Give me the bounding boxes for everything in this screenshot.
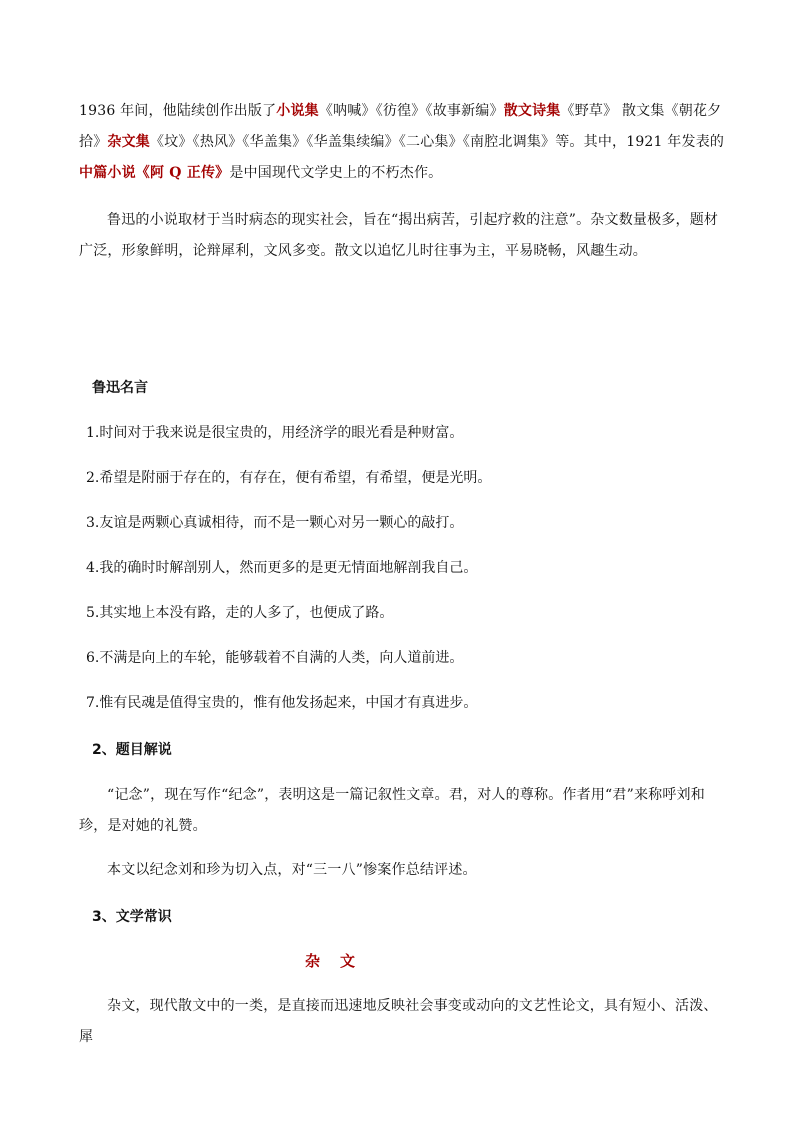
essay-title: 杂文	[305, 952, 376, 970]
essay-definition-paragraph: 杂文，现代散文中的一类，是直接而迅速地反映社会事变或动向的文艺性论文，具有短小、活泼、犀	[79, 998, 718, 1045]
intro-paragraph	[79, 96, 729, 189]
quote-item: 7.惟有民魂是值得宝贵的，惟有他发扬起来，中国才有真进步。	[86, 695, 478, 711]
term-essay-collection: 杂文集	[107, 134, 151, 150]
quote-item: 4.我的确时时解剖别人，然而更多的是更无情面地解剖我自己。	[86, 560, 478, 576]
section3-heading: 3、文学常识	[92, 909, 172, 925]
intro-text-1: 1936 年间，他陆续创作出版了	[79, 103, 277, 119]
quote-item: 5.其实地上本没有路，走的人多了，也便成了路。	[86, 605, 394, 621]
works-paragraph: 鲁迅的小说取材于当时病态的现实社会，旨在“揭出病苦，引起疗救的注意”。杂文数量极多，题材广泛，形象鲜明，论辩犀利，文风多变。散文以追忆儿时往事为主，平易晓畅，风趣生动。	[79, 212, 719, 259]
quotes-heading: 鲁迅名言	[92, 380, 148, 396]
quote-item: 2.希望是附丽于存在的，有存在，便有希望，有希望，便是光明。	[86, 470, 492, 486]
quote-item: 6.不满是向上的车轮，能够载着不自满的人类，向人道前进。	[86, 650, 464, 666]
quote-item: 3.友谊是两颗心真诚相待，而不是一颗心对另一颗心的敲打。	[86, 515, 464, 531]
term-novel-collection: 小说集	[276, 103, 319, 119]
title-explanation-paragraph: “记念”，现在写作“纪念”，表明这是一篇记叙性文章。君，对人的尊称。作者用“君”来称呼刘和珍，是对她的礼赞。	[79, 787, 705, 834]
intro-text-2: 《呐喊》《彷徨》《故事新编》	[318, 103, 504, 119]
intro-text-4: 《坟》《热风》《华盖集》《华盖集续编》《二心集》《南腔北调集》等。其中，1921 年发表的	[150, 134, 725, 150]
term-prose-poetry: 散文诗集	[503, 103, 561, 119]
term-ah-q: 中篇小说《阿 Q 正传》	[79, 165, 230, 181]
intro-text-5: 是中国现代文学史上的不朽杰作。	[229, 165, 443, 181]
intro-text-3: 《野草》 散文集《朝花夕拾》	[79, 103, 722, 150]
section2-heading: 2、题目解说	[92, 742, 172, 758]
quote-item: 1.时间对于我来说是很宝贵的，用经济学的眼光看是种财富。	[86, 425, 464, 441]
title-summary-paragraph: 本文以纪念刘和珍为切入点，对“三一八”惨案作总结评述。	[107, 862, 477, 878]
